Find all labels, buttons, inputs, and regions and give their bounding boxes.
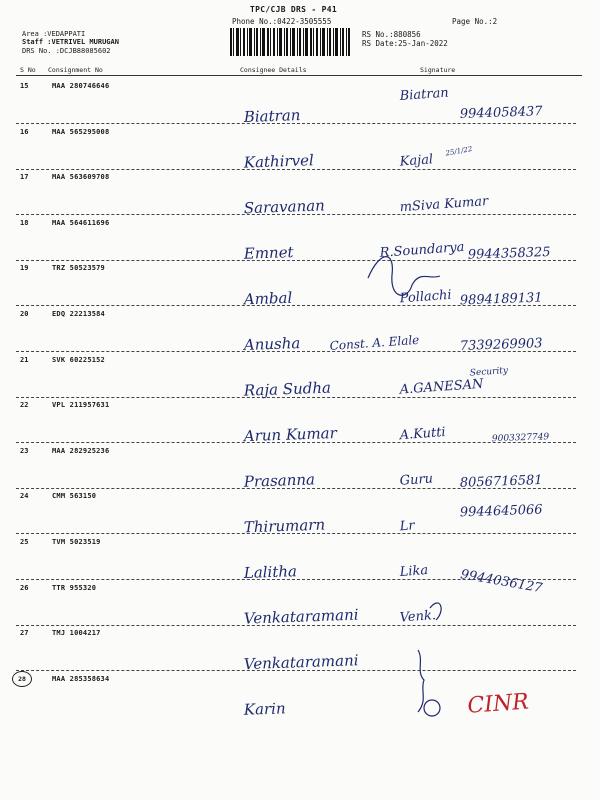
consignee-name: Lalitha [243, 562, 298, 582]
signature: Pollachi [399, 287, 453, 307]
consignee-name: Karin [243, 699, 286, 719]
phone-number: 9944645066 [459, 502, 543, 521]
header-divider [16, 75, 582, 76]
row-divider [16, 351, 576, 352]
row-sno: 24 [20, 492, 29, 500]
consignee-name: Kathirvel [243, 151, 315, 172]
col-signature: Signature [420, 66, 456, 74]
row-divider [16, 488, 576, 489]
row-divider [16, 214, 576, 215]
row-sno: 25 [20, 538, 29, 546]
signature: Guru [399, 471, 434, 489]
staff-field: Staff :VETRIVEL MURUGAN [22, 38, 119, 46]
row-divider [16, 169, 576, 170]
row-divider [16, 123, 576, 124]
row-consignment-number: TRZ 50523579 [52, 264, 105, 272]
page-number: Page No.:2 [452, 17, 498, 26]
row-consignment-number: MAA 282925236 [52, 447, 110, 455]
signature: Kajal [399, 152, 434, 170]
row-sno: 22 [20, 401, 29, 409]
consignee-name: Anusha [243, 334, 301, 354]
row-consignment-number: MAA 563609708 [52, 173, 110, 181]
row-sno: 18 [20, 219, 29, 227]
phone-number: 9944036127 [459, 567, 544, 597]
phone-number: 9003327749 [491, 432, 550, 445]
note: Security [469, 365, 509, 379]
row-divider [16, 625, 576, 626]
row-consignment-number: VPL 211957631 [52, 401, 110, 409]
row-consignment-number: MAA 280746646 [52, 82, 110, 90]
consignee-name: Prasanna [243, 470, 316, 491]
consignee-name: Venkataramani [243, 651, 359, 674]
col-consignee: Consignee Details [240, 66, 307, 74]
rs-number: RS No.:880856 [362, 30, 421, 39]
row-sno: 26 [20, 584, 29, 592]
row-consignment-number: TTR 955320 [52, 584, 97, 592]
phone-number: Phone No.:0422-3505555 [232, 17, 332, 26]
signature: Lika [399, 563, 429, 580]
barcode-icon [230, 28, 350, 56]
row-divider [16, 397, 576, 398]
consignee-name: Emnet [243, 243, 294, 263]
signature: Lr [399, 518, 416, 535]
row-sno: 19 [20, 264, 29, 272]
row-divider [16, 670, 576, 671]
consignee-name: Venkataramani [243, 605, 359, 628]
row-consignment-number: CMM 563150 [52, 492, 97, 500]
col-sno: S No [20, 66, 36, 74]
row-consignment-number: TVM 5023519 [52, 538, 101, 546]
rs-date: RS Date:25-Jan-2022 [362, 39, 448, 48]
drs-number: DRS No. :DCJB88085602 [22, 47, 111, 55]
row-divider [16, 305, 576, 306]
row-consignment-number: MAA 285358634 [52, 675, 110, 683]
signature: CINR [466, 689, 530, 719]
row-divider [16, 533, 576, 534]
row-sno: 28 [12, 671, 32, 687]
signature: mSiva Kumar [399, 194, 489, 216]
consignee-name: Raja Sudha [243, 378, 332, 400]
consignee-name: Thirumarn [243, 515, 326, 537]
row-sno: 20 [20, 310, 29, 318]
row-sno: 16 [20, 128, 29, 136]
signature-flourish-icon [368, 257, 440, 296]
row-sno: 15 [20, 82, 29, 90]
signature: A.Kutti [399, 425, 447, 444]
bracket-icon [430, 603, 441, 620]
signature: A.GANESAN [399, 376, 484, 398]
row-consignment-number: MAA 565295008 [52, 128, 110, 136]
consignee-name: Saravanan [243, 196, 326, 218]
consignee-name: Biatran [243, 106, 301, 126]
note: Const. A. Elale [329, 332, 420, 353]
document-title: TPC/CJB DRS - P41 [250, 5, 337, 14]
row-sno: 23 [20, 447, 29, 455]
phone-number: 7339269903 [459, 336, 543, 354]
row-sno: 27 [20, 629, 29, 637]
row-consignment-number: SVK 60225152 [52, 356, 105, 364]
date: 25/1/22 [444, 145, 473, 158]
consignee-name: Arun Kumar [243, 423, 338, 446]
row-sno: 17 [20, 173, 29, 181]
row-consignment-number: MAA 564611696 [52, 219, 110, 227]
row-consignment-number: EDQ 22213584 [52, 310, 105, 318]
circle-mark-icon [424, 700, 440, 716]
phone-number: 9894189131 [459, 290, 543, 309]
bracket-icon [418, 650, 424, 712]
row-divider [16, 579, 576, 580]
phone-number: 9944058437 [459, 104, 543, 122]
col-consignment: Consignment No [48, 66, 103, 74]
row-divider [16, 260, 576, 261]
consignee-name: Ambal [243, 288, 293, 309]
signature: Venk. [399, 608, 437, 626]
row-divider [16, 442, 576, 443]
signature: R.Soundarya [379, 239, 465, 261]
area-field: Area :VEDAPPATI [22, 30, 86, 38]
phone-number: 9944358325 [467, 244, 551, 263]
row-consignment-number: TMJ 1004217 [52, 629, 101, 637]
phone-number: 8056716581 [459, 472, 543, 491]
signature: Biatran [399, 85, 450, 104]
row-sno: 21 [20, 356, 29, 364]
